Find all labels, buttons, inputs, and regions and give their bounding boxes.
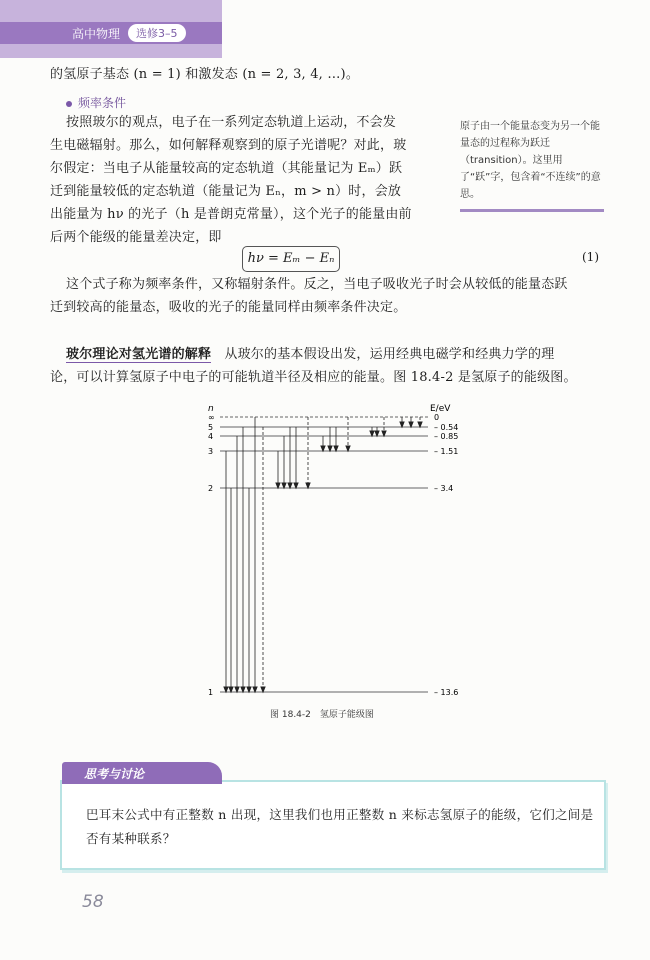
energy-axis-label: E/eV [430,404,451,414]
arrowhead-icon [294,483,298,488]
frequency-formula: hν = Eₘ − Eₙ [242,246,340,272]
arrowhead-icon [418,422,422,427]
level-energy-label: 0 [434,413,440,422]
level-n-label: 3 [208,447,214,456]
section2-line: 论，可以计算氢原子中电子的可能轨道半径及相应的能量。图 18.4-2 是氢原子的能级图。 [50,370,577,385]
level-energy-label: – 0.54 [434,423,459,432]
arrowhead-icon [306,483,310,488]
level-n-label: ∞ [208,413,215,422]
level-energy-label: – 0.85 [434,432,459,441]
para1-line: 尔假定：当电子从能量较高的定态轨道（其能量记为 Eₘ）跃 [50,161,403,176]
arrowhead-icon [334,446,338,451]
arrowhead-icon [276,483,280,488]
arrowhead-icon [321,446,325,451]
arrowhead-icon [288,483,292,488]
para1-line: 迁到能量较低的定态轨道（能量记为 Eₙ，m > n）时，会放 [50,184,402,199]
arrowhead-icon [224,687,228,692]
n-axis-label: n [208,404,214,414]
arrowhead-icon [235,687,239,692]
para1-line: 后两个能级的能量差决定，即 [50,230,222,245]
arrowhead-icon [282,483,286,488]
sub-heading-label: 频率条件 [78,96,127,110]
arrowhead-icon [346,446,350,451]
volume-badge: 选修3–5 [128,24,186,42]
section-lead-bohr-explanation: 玻尔理论对氢光谱的解释 [66,347,212,362]
para1-line: 出能量为 hν 的光子（h 是普朗克常量），这个光子的能量由前 [50,207,412,222]
section2-text: 从玻尔的基本假设出发，运用经典电磁学和经典力学的理 [211,347,555,362]
para1-line: 生电磁辐射。那么，如何解释观察到的原子光谱呢？对此，玻 [50,138,407,153]
margin-note: 原子由一个能量态变为另一个能量态的过程称为跃迁（transition）。这里用了“跃”字，包含着“不连续”的意思。 [460,118,604,212]
arrowhead-icon [261,687,265,692]
level-n-label: 1 [208,688,214,697]
para2-line: 这个式子称为频率条件，又称辐射条件。反之，当电子吸收光子时会从较低的能量态跃 [66,277,568,292]
arrowhead-icon [382,431,386,436]
arrowhead-icon [229,687,233,692]
level-n-label: 2 [208,484,214,493]
arrowhead-icon [375,431,379,436]
level-n-label: 4 [208,432,214,441]
book-title: 高中物理 [72,27,121,41]
level-n-label: 5 [208,423,214,432]
arrowhead-icon [400,422,404,427]
arrowhead-icon [247,687,251,692]
figure-caption: 图 18.4-2 氢原子能级图 [270,710,374,720]
arrowhead-icon [253,687,257,692]
arrowhead-icon [241,687,245,692]
intro-line: 的氢原子基态 (n = 1) 和激发态 (n = 2, 3, 4, …)。 [50,67,360,82]
arrowhead-icon [409,422,413,427]
level-energy-label: – 1.51 [434,447,459,456]
para2-line: 迁到较高的能量态，吸收的光子的能量同样由频率条件决定。 [50,300,407,315]
page-number: 58 [82,892,104,912]
arrowhead-icon [370,431,374,436]
discussion-question: 巴耳末公式中有正整数 n 出现，这里我们也用正整数 n 来标志氢原子的能级，它们之间是否有某种联系？ [86,807,594,846]
discussion-tab: 思考与讨论 [62,762,222,784]
arrowhead-icon [328,446,332,451]
para1-line: 按照玻尔的观点，电子在一系列定态轨道上运动，不会发 [66,115,397,130]
level-energy-label: – 3.4 [434,484,454,493]
equation-number: (1) [582,250,599,264]
level-energy-label: – 13.6 [434,688,459,697]
